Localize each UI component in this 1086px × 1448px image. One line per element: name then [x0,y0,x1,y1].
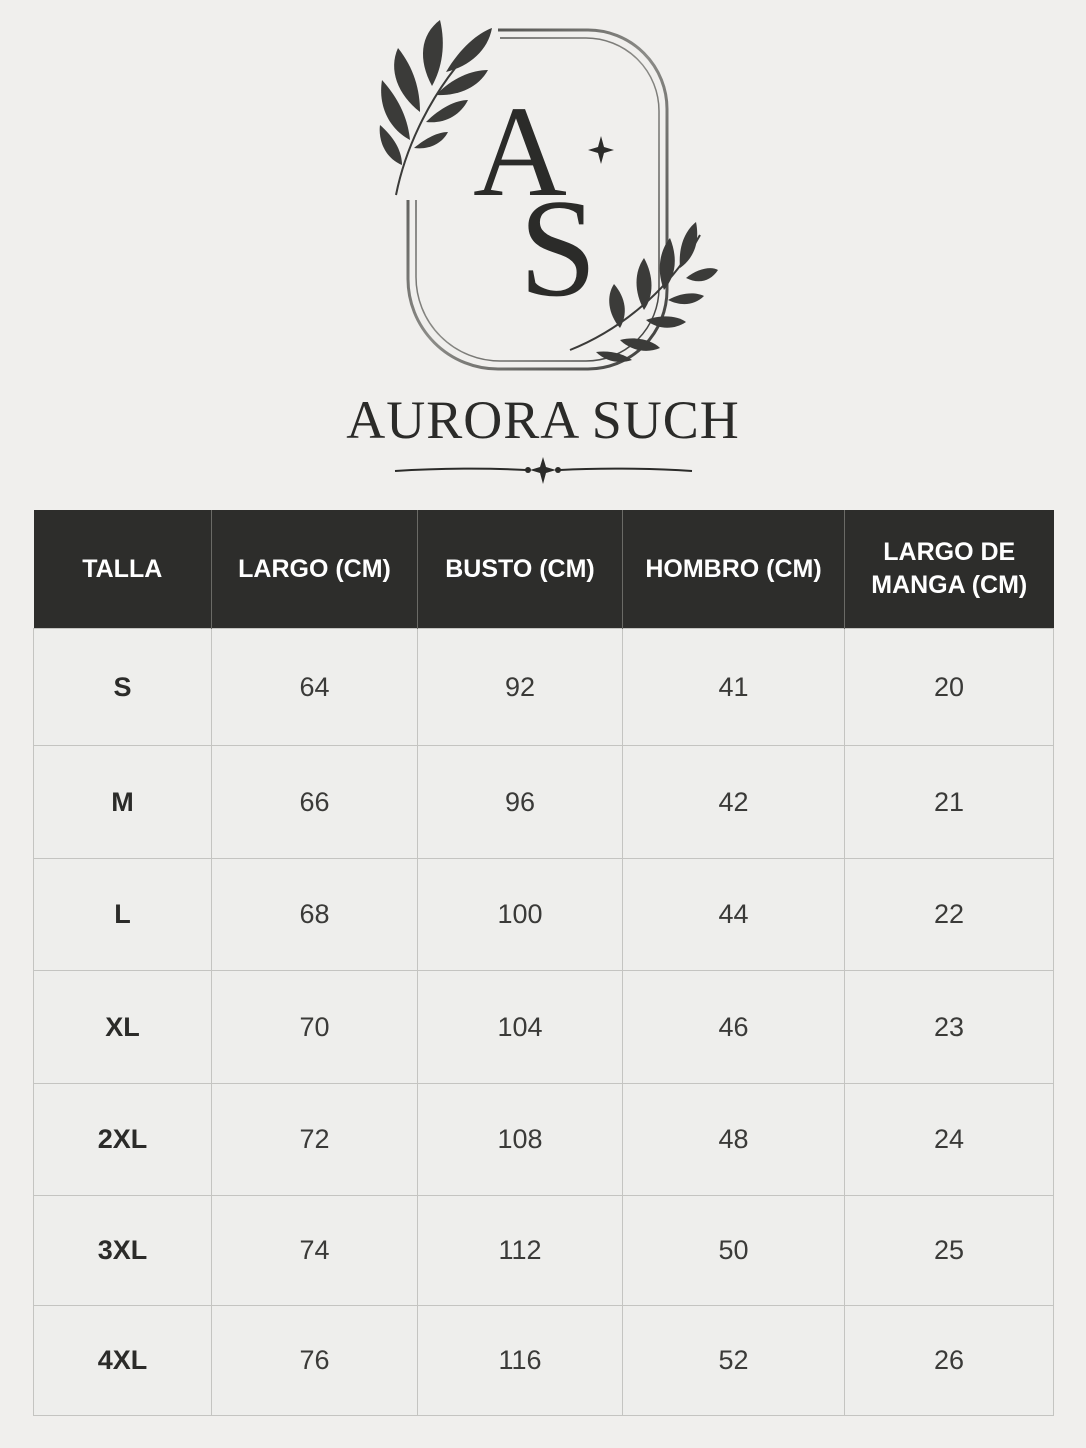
size-cell: M [34,746,212,859]
table-header-row [34,510,1054,629]
largo-cell: 68 [212,859,418,971]
busto-cell: 92 [418,629,623,746]
largo-cell: 74 [212,1196,418,1306]
header-largo-manga: LARGO DE MANGA (CM) [845,510,1054,629]
largo-cell: 72 [212,1084,418,1196]
hombro-cell: 46 [623,971,845,1084]
manga-cell: 20 [845,629,1054,746]
header-largo: LARGO (CM) [212,510,418,629]
table-row [34,1196,1054,1306]
table-row [34,629,1054,746]
brand-name: AURORA SUCH [346,390,740,450]
brand-logo [0,0,1086,500]
table-row [34,859,1054,971]
manga-cell: 23 [845,971,1054,1084]
header-hombro: HOMBRO (CM) [623,510,845,629]
table-row [34,1084,1054,1196]
busto-cell: 100 [418,859,623,971]
largo-cell: 66 [212,746,418,859]
divider-ornament-icon [395,457,692,484]
manga-cell: 26 [845,1306,1054,1416]
size-cell: L [34,859,212,971]
size-cell: S [34,629,212,746]
hombro-cell: 41 [623,629,845,746]
busto-cell: 104 [418,971,623,1084]
table-row [34,1306,1054,1416]
largo-cell: 76 [212,1306,418,1416]
monogram-letter-s: S [519,171,597,326]
size-cell: XL [34,971,212,1084]
monogram-letter-a: A [473,80,567,224]
sparkle-icon [588,136,614,164]
header-busto: BUSTO (CM) [418,510,623,629]
manga-cell: 24 [845,1084,1054,1196]
size-chart-table [33,510,1054,1416]
manga-cell: 25 [845,1196,1054,1306]
size-cell: 3XL [34,1196,212,1306]
hombro-cell: 50 [623,1196,845,1306]
header-talla: TALLA [34,510,212,629]
hombro-cell: 42 [623,746,845,859]
busto-cell: 96 [418,746,623,859]
busto-cell: 116 [418,1306,623,1416]
table-row [34,746,1054,859]
busto-cell: 112 [418,1196,623,1306]
manga-cell: 22 [845,859,1054,971]
largo-cell: 70 [212,971,418,1084]
manga-cell: 21 [845,746,1054,859]
hombro-cell: 44 [623,859,845,971]
size-cell: 2XL [34,1084,212,1196]
hombro-cell: 52 [623,1306,845,1416]
largo-cell: 64 [212,629,418,746]
hombro-cell: 48 [623,1084,845,1196]
table-row [34,971,1054,1084]
size-cell: 4XL [34,1306,212,1416]
busto-cell: 108 [418,1084,623,1196]
